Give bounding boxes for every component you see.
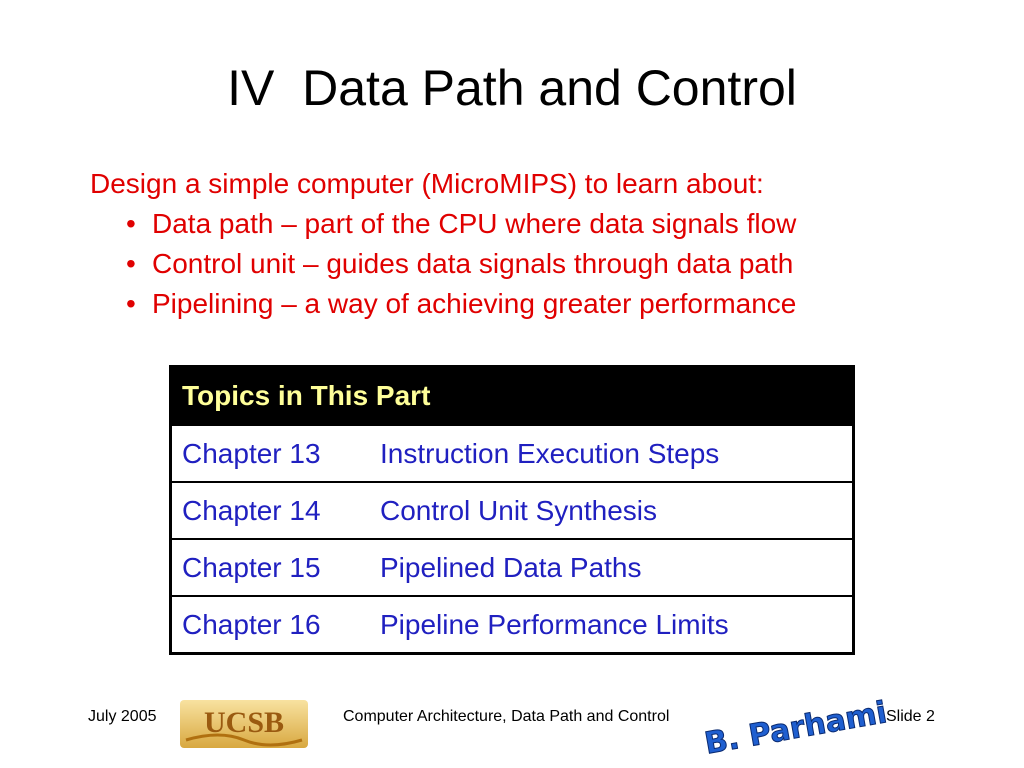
chapter-title: Pipelined Data Paths	[380, 552, 642, 583]
ucsb-logo-icon	[180, 700, 308, 748]
table-row	[172, 424, 852, 481]
author-logo-icon	[702, 692, 890, 762]
footer-date: July 2005	[88, 708, 157, 725]
bullet-list	[90, 204, 796, 324]
chapter-title: Pipeline Performance Limits	[380, 609, 729, 640]
chapter-number: Chapter 14	[182, 495, 321, 526]
bullet-item	[90, 204, 796, 244]
slide-title: IV Data Path and Control	[227, 60, 797, 116]
chapter-title: Instruction Execution Steps	[380, 438, 720, 469]
intro-section	[90, 164, 796, 324]
slide-number: Slide 2	[886, 708, 935, 725]
author-logo	[702, 692, 890, 762]
author-logo-text: B. Parhami	[702, 695, 890, 762]
bullet-item	[90, 244, 796, 284]
intro-heading: Design a simple computer (MicroMIPS) to learn about:	[90, 168, 764, 199]
topics-table-header: Topics in This Part	[172, 368, 852, 424]
footer-course-title: Computer Architecture, Data Path and Control	[343, 708, 670, 725]
table-row	[172, 481, 852, 538]
chapter-number: Chapter 13	[182, 438, 321, 469]
ucsb-logo-text: UCSB	[203, 706, 285, 739]
bullet-icon: •	[126, 248, 136, 279]
table-row	[172, 595, 852, 652]
table-row	[172, 538, 852, 595]
bullet-text: Control unit – guides data signals through data path	[152, 248, 794, 279]
chapter-title: Control Unit Synthesis	[380, 495, 658, 526]
slide-footer	[0, 690, 1024, 760]
chapter-number: Chapter 15	[182, 552, 321, 583]
chapter-number: Chapter 16	[182, 609, 321, 640]
ucsb-logo	[180, 700, 308, 748]
bullet-text: Data path – part of the CPU where data signals flow	[152, 208, 797, 239]
topics-table	[169, 365, 855, 655]
bullet-icon: •	[126, 208, 136, 239]
bullet-item	[90, 284, 796, 324]
bullet-text: Pipelining – a way of achieving greater performance	[152, 288, 797, 319]
bullet-icon: •	[126, 288, 136, 319]
